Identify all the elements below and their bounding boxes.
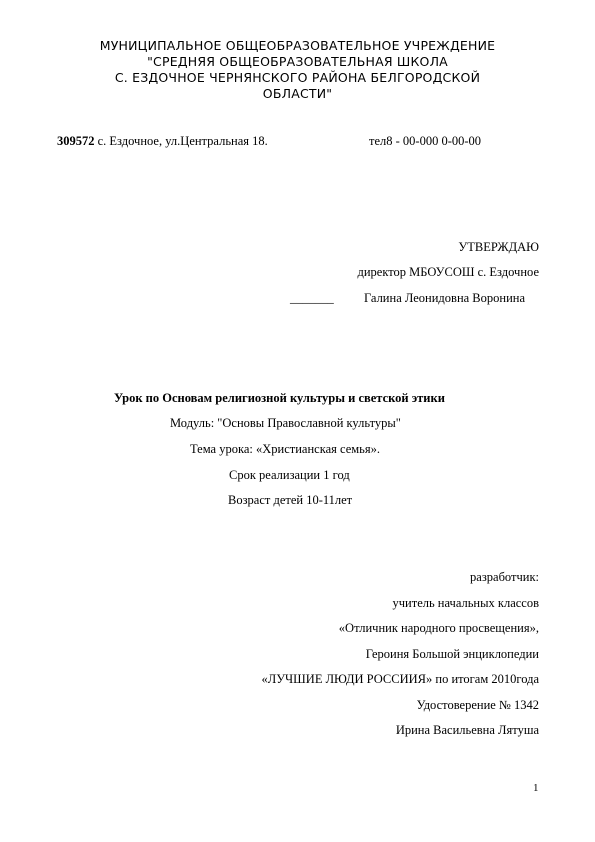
page-number: 1 (533, 782, 539, 794)
approval-position: директор МБОУСОШ с. Ездочное (357, 265, 539, 279)
lesson-topic: Тема урока: «Христианская семья». (190, 442, 380, 456)
approval-name: Галина Леонидовна Воронина (364, 291, 526, 305)
street-address: с. Ездочное, ул.Центральная 18. (94, 134, 268, 148)
approval-title: УТВЕРЖДАЮ (458, 240, 539, 254)
developer-certificate: Удостоверение № 1342 (416, 698, 539, 712)
school-name-line-2: "СРЕДНЯЯ ОБЩЕОБРАЗОВАТЕЛЬНАЯ ШКОЛА (147, 54, 448, 69)
school-name-line-4: ОБЛАСТИ" (262, 86, 333, 101)
developer-project: «ЛУЧШИЕ ЛЮДИ РОССИИЯ» по итогам 2010года (261, 672, 539, 686)
school-name-line-1: МУНИЦИПАЛЬНОЕ ОБЩЕОБРАЗОВАТЕЛЬНОЕ УЧРЕЖДЕНИЕ (99, 38, 496, 53)
developer-role: учитель начальных классов (392, 596, 539, 610)
lesson-title: Урок по Основам религиозной культуры и светской этики (114, 391, 445, 405)
address-line (57, 133, 268, 149)
postcode: 309572 (57, 134, 95, 148)
lesson-term: Срок реализации 1 год (229, 468, 350, 482)
developer-label: разработчик: (470, 570, 539, 584)
lesson-age: Возраст детей 10-11лет (228, 493, 353, 507)
developer-award: «Отличник народного просвещения», (338, 621, 539, 635)
school-name-line-3: С. ЕЗДОЧНОЕ ЧЕРНЯНСКОГО РАЙОНА БЕЛГОРОДСКОЙ (114, 70, 481, 85)
phone-number: тел8 - 00-000 0-00-00 (369, 134, 482, 148)
signature-line: _______ (290, 291, 334, 305)
lesson-module: Модуль: "Основы Православной культуры" (170, 416, 401, 430)
developer-heroine: Героиня Большой энциклопедии (365, 647, 539, 661)
developer-name: Ирина Васильевна Лятуша (395, 723, 539, 737)
